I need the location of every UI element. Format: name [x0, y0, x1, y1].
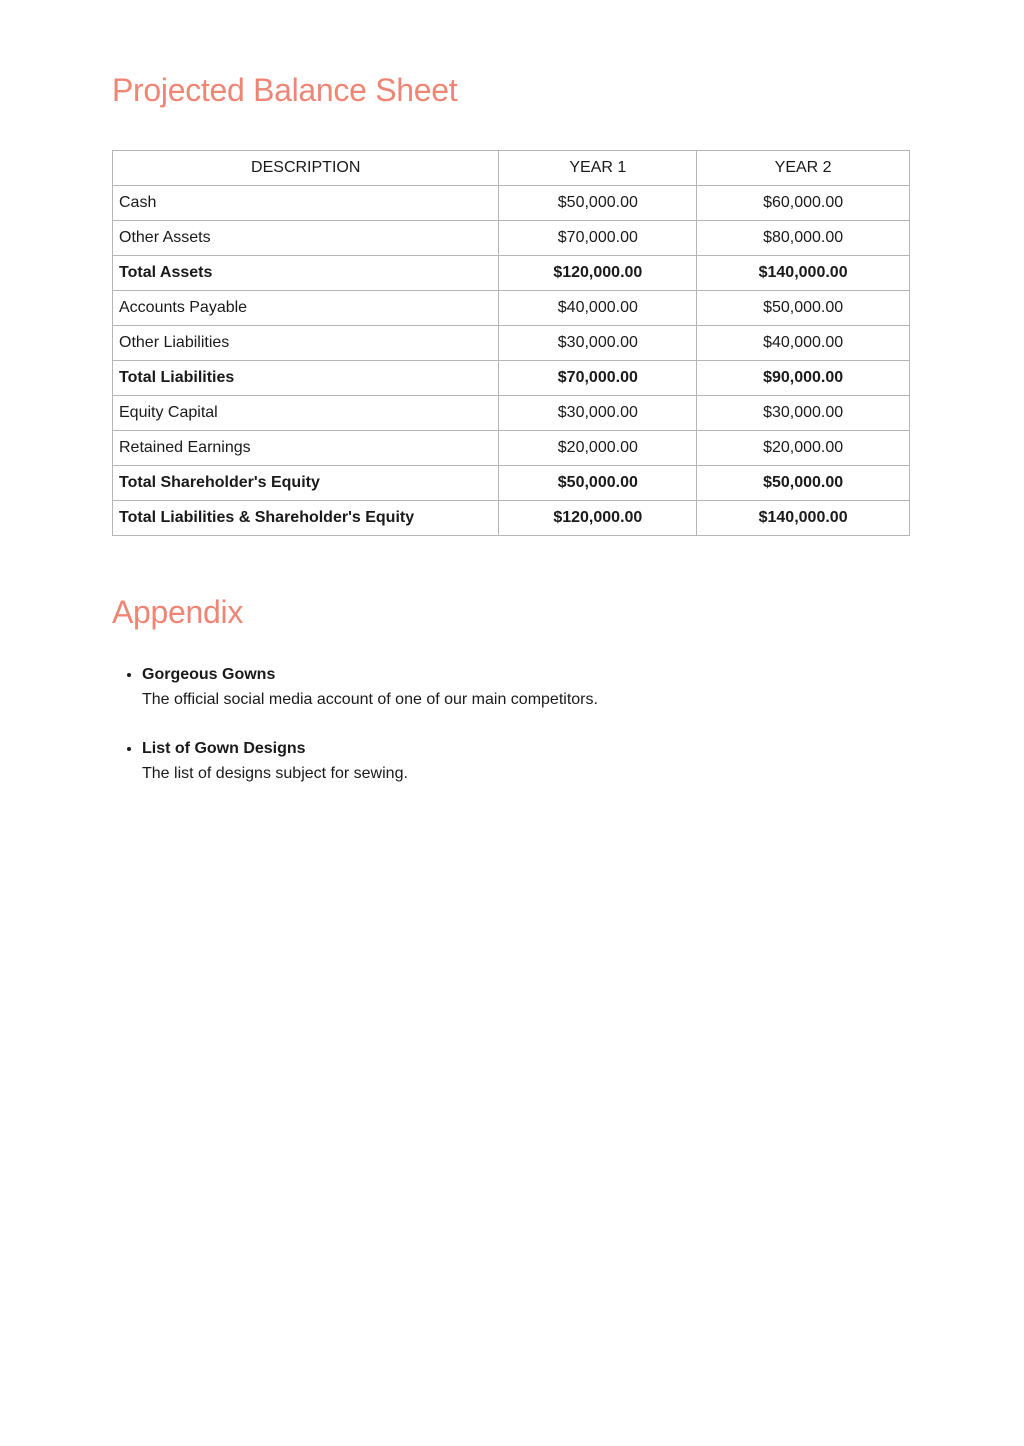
row-description: Total Liabilities	[113, 361, 499, 396]
balance-sheet-title: Projected Balance Sheet	[112, 72, 458, 108]
table-header-row	[113, 151, 910, 186]
table-row	[113, 431, 910, 466]
row-year-2: $140,000.00	[697, 501, 910, 536]
row-description: Other Assets	[113, 221, 499, 256]
row-year-1: $40,000.00	[499, 291, 697, 326]
table-row	[113, 396, 910, 431]
header-year-2: YEAR 2	[697, 151, 910, 186]
table-row-total	[113, 256, 910, 291]
row-year-2: $20,000.00	[697, 431, 910, 466]
table-row-total	[113, 361, 910, 396]
appendix-item-title: • List of Gown Designs	[142, 740, 306, 757]
row-year-2: $50,000.00	[697, 466, 910, 501]
row-year-1: $20,000.00	[499, 431, 697, 466]
appendix-item-description: The official social media account of one of our main competitors.	[142, 691, 598, 708]
appendix-list	[112, 662, 902, 810]
row-description: Total Liabilities & Shareholder's Equity	[113, 501, 499, 536]
row-year-1: $30,000.00	[499, 326, 697, 361]
row-year-1: $120,000.00	[499, 501, 697, 536]
table-row	[113, 326, 910, 361]
row-year-2: $30,000.00	[697, 396, 910, 431]
appendix-item-description: The list of designs subject for sewing.	[142, 765, 408, 782]
table-row	[113, 291, 910, 326]
row-year-1: $50,000.00	[499, 186, 697, 221]
row-year-2: $60,000.00	[697, 186, 910, 221]
row-description: Total Assets	[113, 256, 499, 291]
appendix-title: Appendix	[112, 594, 244, 630]
row-year-2: $90,000.00	[697, 361, 910, 396]
table-row-total	[113, 466, 910, 501]
row-description: Other Liabilities	[113, 326, 499, 361]
row-year-2: $80,000.00	[697, 221, 910, 256]
row-description: Retained Earnings	[113, 431, 499, 466]
row-year-1: $120,000.00	[499, 256, 697, 291]
row-year-1: $70,000.00	[499, 361, 697, 396]
row-description: Total Shareholder's Equity	[113, 466, 499, 501]
row-year-1: $30,000.00	[499, 396, 697, 431]
header-description: DESCRIPTION	[113, 151, 499, 186]
list-item	[142, 736, 902, 786]
balance-sheet-table	[112, 150, 910, 536]
table-row	[113, 186, 910, 221]
row-year-2: $40,000.00	[697, 326, 910, 361]
row-year-2: $50,000.00	[697, 291, 910, 326]
list-item	[142, 662, 902, 712]
row-year-1: $50,000.00	[499, 466, 697, 501]
table-row-total	[113, 501, 910, 536]
row-description: Accounts Payable	[113, 291, 499, 326]
row-year-2: $140,000.00	[697, 256, 910, 291]
appendix-item-title: • Gorgeous Gowns	[142, 666, 276, 683]
row-description: Cash	[113, 186, 499, 221]
row-description: Equity Capital	[113, 396, 499, 431]
table-row	[113, 221, 910, 256]
header-year-1: YEAR 1	[499, 151, 697, 186]
row-year-1: $70,000.00	[499, 221, 697, 256]
